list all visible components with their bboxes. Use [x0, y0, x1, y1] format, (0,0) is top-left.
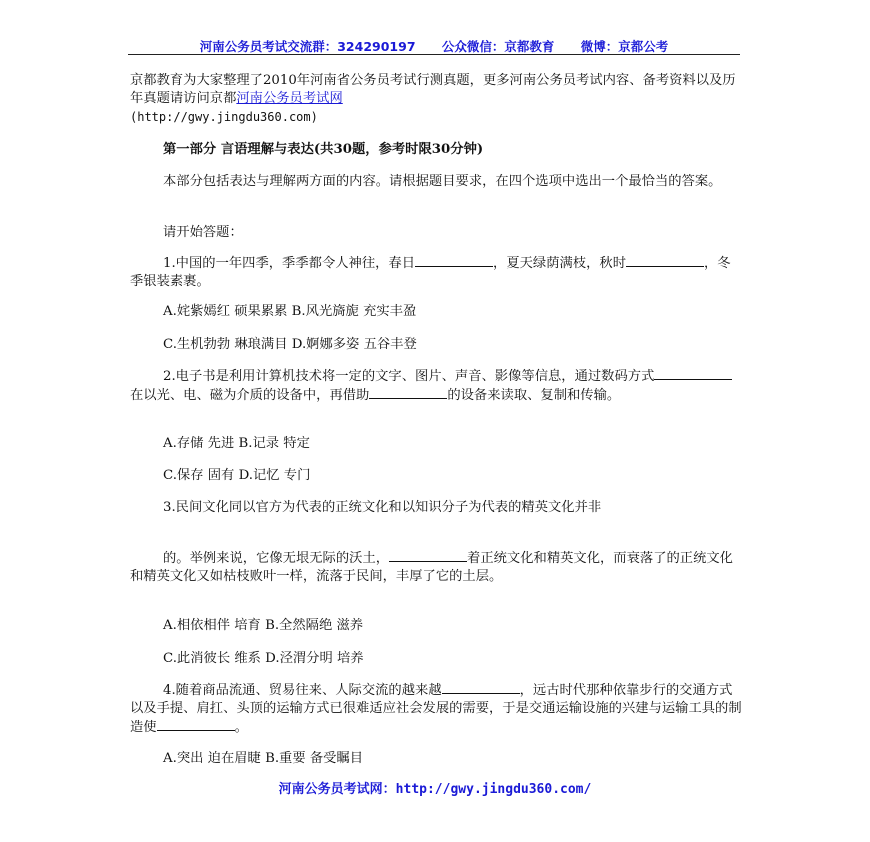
q4-text-c: 。	[234, 720, 248, 735]
site-link[interactable]: 河南公务员考试网	[236, 91, 343, 106]
page-header	[128, 37, 740, 55]
header-divider	[128, 54, 740, 55]
intro-text: 京都教育为大家整理了2010年河南省公务员考试行测真题，更多河南公务员考试内容、备考资料以及历年真题请访问京都	[130, 73, 736, 106]
intro-paragraph	[130, 72, 742, 127]
q2-blank-1	[654, 367, 732, 380]
weibo-text: 微博：京都公考	[580, 39, 669, 54]
section-description: 本部分包括表达与理解两方面的内容。请根据题目要求，在四个选项中选出一个最恰当的答案。	[163, 174, 722, 189]
q4-blank-1	[442, 681, 520, 694]
q3-options-ab: A.相依相伴 培育 B.全然隔绝 滋养	[163, 618, 364, 633]
q2-options-cd: C.保存 固有 D.记忆 专门	[163, 468, 311, 483]
question-2	[130, 367, 742, 405]
question-1	[130, 254, 742, 291]
site-url[interactable]: (http://gwy.jingdu360.com)	[130, 110, 318, 124]
q3-text-a: 的。举例来说，它像无垠无际的沃土，	[163, 551, 390, 566]
q3-options-cd: C.此消彼长 维系 D.泾渭分明 培养	[163, 651, 364, 666]
q1-blank-2	[626, 254, 704, 267]
q2-options-ab: A.存储 先进 B.记录 特定	[163, 436, 310, 451]
q1-text-a: 1.中国的一年四季，季季都令人神往，春日	[163, 256, 416, 271]
q1-blank-1	[415, 254, 493, 267]
q4-options-ab: A.突出 迫在眉睫 B.重要 备受瞩目	[163, 751, 364, 766]
q2-text-a: 2.电子书是利用计算机技术将一定的文字、图片、声音、影像等信息，通过数码方式	[163, 369, 655, 384]
q1-options-cd: C.生机勃勃 琳琅满目 D.婀娜多姿 五谷丰登	[163, 337, 417, 352]
wechat-text: 公众微信：京都教育	[441, 39, 555, 54]
qq-group-text: 河南公务员考试交流群：324290197	[199, 39, 416, 54]
q2-blank-2	[369, 386, 447, 399]
question-3	[130, 549, 742, 586]
question-3-intro: 3.民间文化同以官方为代表的正统文化和以知识分子为代表的精英文化并非	[163, 500, 602, 515]
q1-text-c: ，冬季银装素裹。	[130, 256, 731, 289]
question-4	[130, 681, 742, 737]
q3-text-b: 着正统文化和精英文化，而衰落了的正统文化和精英文化又如枯枝败叶一样，流落于民间，丰厚了它的土层。	[130, 551, 733, 584]
q4-text-a: 4.随着商品流通、贸易往来、人际交流的越来越	[163, 683, 442, 698]
page-footer	[0, 778, 870, 797]
q3-blank-1	[389, 549, 467, 562]
q2-text-b: 在以光、电、磁为介质的设备中，再借助	[130, 388, 370, 403]
footer-label: 河南公务员考试网：	[278, 782, 396, 797]
footer-url[interactable]: http://gwy.jingdu360.com/	[395, 782, 592, 797]
start-prompt: 请开始答题：	[163, 225, 243, 240]
q2-text-c: 的设备来读取、复制和传输。	[447, 388, 621, 403]
section-title: 第一部分 言语理解与表达(共30题，参考时限30分钟)	[163, 142, 484, 157]
q1-text-b: ，夏天绿荫满枝，秋时	[493, 256, 626, 271]
q4-text-b: ，远古时代那种依靠步行的交通方式以及手提、肩扛、头顶的运输方式已很难适应社会发展的需要，于是交通运输设施的兴建与运输工具的制造使	[130, 683, 742, 735]
q1-options-ab: A.姹紫嫣红 硕果累累 B.风光旖旎 充实丰盈	[163, 304, 417, 319]
q4-blank-2	[157, 718, 235, 731]
